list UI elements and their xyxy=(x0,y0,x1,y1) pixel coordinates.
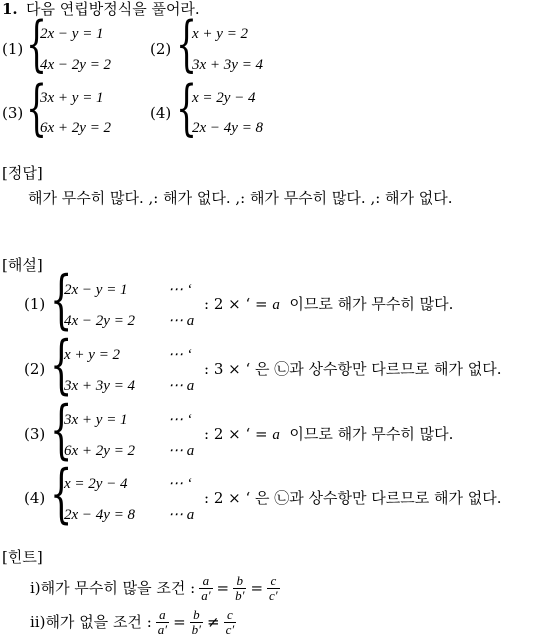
solution-item-label: (1) xyxy=(24,295,46,313)
circled-2-icon: ㉡ xyxy=(274,360,290,378)
equation-tag-2: ⋯ a xyxy=(168,507,195,523)
hint-heading: [힌트] xyxy=(2,548,43,566)
equation-tag-2: ⋯ a xyxy=(168,378,195,394)
equation-1: 2x − y = 1 xyxy=(40,26,104,42)
left-brace-icon: { xyxy=(176,9,198,79)
solution-prefix: : 2 × ‘ = xyxy=(204,295,273,313)
left-brace-icon: { xyxy=(50,328,73,402)
fraction-b xyxy=(233,574,246,602)
solution-item-label: (3) xyxy=(24,425,46,443)
equation-tag-1: ⋯ ‘ xyxy=(168,412,192,428)
problem-item-label: (2) xyxy=(150,40,172,58)
equation-1: x = 2y − 4 xyxy=(192,90,256,106)
solution-variable: a xyxy=(272,297,280,313)
equation-2: 6x + 2y = 2 xyxy=(64,443,136,459)
solution-result: 과 상수항만 다르므로 해가 없다. xyxy=(289,489,502,507)
fraction-a xyxy=(156,608,169,636)
solution-variable: a xyxy=(272,427,280,443)
hint-condition-label: ⅱ)해가 없을 조건 : xyxy=(30,612,152,631)
equation-1: 2x − y = 1 xyxy=(64,282,128,298)
equation-2: 4x − 2y = 2 xyxy=(40,57,112,73)
solution-result: 과 상수항만 다르므로 해가 없다. xyxy=(289,360,502,378)
hint-condition-label: ⅰ)해가 무수히 많을 조건 : xyxy=(30,578,196,597)
solution-item-label: (4) xyxy=(24,489,46,507)
solution-prefix: : 2 × ‘ = xyxy=(204,425,273,443)
fraction-numerator: a xyxy=(156,608,169,623)
not-equal-sign: ≠ xyxy=(207,612,220,631)
fraction-denominator: b′ xyxy=(191,621,202,637)
problem-number: 1. xyxy=(2,0,18,18)
equation-2: 6x + 2y = 2 xyxy=(40,120,112,136)
problem-item-label: (4) xyxy=(150,104,172,122)
equation-1: 3x + y = 1 xyxy=(40,90,104,106)
solution-result: 이므로 해가 무수히 많다. xyxy=(289,425,454,443)
fraction-denominator: b′ xyxy=(235,587,245,603)
solution-prefix: : 3 × ‘ 은 xyxy=(204,360,275,378)
hint-line-2 xyxy=(30,604,236,640)
fraction-b xyxy=(190,608,203,636)
fraction-numerator: a xyxy=(199,574,212,589)
equation-2: 3x + 3y = 4 xyxy=(64,378,136,394)
hint-line-1 xyxy=(30,570,280,606)
left-brace-icon: { xyxy=(50,393,73,467)
solution-explanation xyxy=(204,362,502,377)
fraction-denominator: c′ xyxy=(269,587,278,603)
answer-text: 해가 무수히 많다. ,: 해가 없다. ,: 해가 무수히 많다. ,: 해가 없다. xyxy=(28,189,453,207)
left-brace-icon: { xyxy=(50,457,73,531)
fraction-numerator: b xyxy=(233,574,246,589)
solution-explanation xyxy=(204,297,453,313)
equation-2: 2x − 4y = 8 xyxy=(192,120,264,136)
equation-2: 3x + 3y = 4 xyxy=(192,57,264,73)
equation-tag-1: ⋯ ‘ xyxy=(168,347,192,363)
equation-2: 2x − 4y = 8 xyxy=(64,507,136,523)
fraction-numerator: c xyxy=(267,574,280,589)
solution-heading: [해설] xyxy=(2,256,43,274)
equation-2: 4x − 2y = 2 xyxy=(64,313,136,329)
left-brace-icon: { xyxy=(50,263,73,337)
equation-tag-2: ⋯ a xyxy=(168,443,195,459)
answer-heading: [정답] xyxy=(2,164,43,182)
fraction-c xyxy=(267,574,280,602)
fraction-numerator: c xyxy=(224,608,237,623)
left-brace-icon: { xyxy=(26,9,48,79)
problem-instruction: 다음 연립방정식을 풀어라. xyxy=(26,0,200,18)
fraction-denominator: a′ xyxy=(157,621,168,637)
left-brace-icon: { xyxy=(176,73,198,143)
fraction-denominator: c′ xyxy=(225,621,235,637)
solution-explanation xyxy=(204,491,502,506)
equation-1: x + y = 2 xyxy=(64,347,121,363)
solution-item-label: (2) xyxy=(24,360,46,378)
equals-sign: = xyxy=(216,578,230,597)
equation-1: x + y = 2 xyxy=(192,26,249,42)
fraction-denominator: a′ xyxy=(201,587,211,603)
equation-tag-1: ⋯ ‘ xyxy=(168,476,192,492)
equation-1: x = 2y − 4 xyxy=(64,476,128,492)
problem-item-label: (1) xyxy=(2,40,24,58)
equation-tag-2: ⋯ a xyxy=(168,313,195,329)
fraction-c xyxy=(224,608,237,636)
equals-sign: = xyxy=(173,612,186,631)
solution-prefix: : 2 × ‘ 은 xyxy=(204,489,275,507)
left-brace-icon: { xyxy=(26,73,48,143)
fraction-numerator: b xyxy=(190,608,203,623)
solution-explanation xyxy=(204,427,453,443)
circled-2-icon: ㉡ xyxy=(274,489,290,507)
equation-1: 3x + y = 1 xyxy=(64,412,128,428)
equation-tag-1: ⋯ ‘ xyxy=(168,282,192,298)
solution-result: 이므로 해가 무수히 많다. xyxy=(289,295,454,313)
problem-item-label: (3) xyxy=(2,104,24,122)
fraction-a xyxy=(199,574,212,602)
equals-sign: = xyxy=(250,578,264,597)
